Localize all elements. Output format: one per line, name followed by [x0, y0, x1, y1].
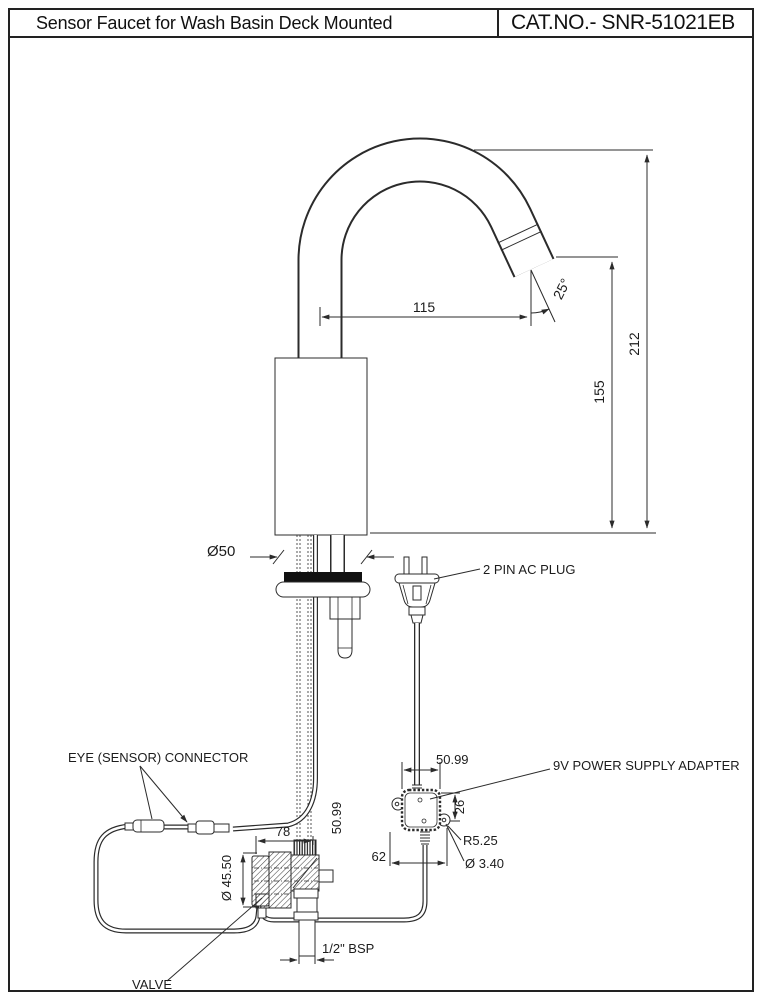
faucet-body [275, 358, 367, 535]
dim-adapter-overall-width: 62 [371, 849, 386, 864]
threaded-rod [338, 619, 352, 658]
label-eye-sensor-connector: EYE (SENSOR) CONNECTOR [68, 750, 249, 765]
flange [276, 582, 370, 597]
mounting-nut [330, 597, 360, 619]
technical-drawing [10, 38, 752, 990]
callout-labels [68, 562, 740, 990]
adapter-body [402, 790, 440, 830]
dim-adapter-body-width: 50.99 [436, 752, 469, 767]
dim-hose-length: 50.99 [329, 801, 344, 835]
dim-adapter-hole-pitch: 26 [452, 799, 467, 815]
gasket [284, 572, 362, 582]
dim-valve-diameter: Ø 45.50 [219, 854, 234, 902]
drawing-sheet [8, 8, 754, 992]
drawing-title: Sensor Faucet for Wash Basin Deck Mounted [10, 10, 499, 36]
label-power-adapter: 9V POWER SUPPLY ADAPTER [553, 758, 740, 773]
plug-pin [404, 557, 409, 575]
mounting-hardware [330, 597, 360, 658]
label-ac-plug: 2 PIN AC PLUG [483, 562, 576, 577]
dim-spout-reach: 115 [412, 299, 436, 315]
dim-spout-height: 155 [591, 380, 607, 404]
dimension-lines [207, 150, 656, 964]
dim-body-diameter: Ø50 [207, 543, 236, 560]
title-block [10, 10, 752, 38]
dim-overall-height: 212 [626, 332, 642, 356]
label-valve: VALVE [132, 977, 172, 990]
ac-plug [395, 557, 439, 785]
deck-plate [276, 572, 370, 597]
valve-assembly [252, 840, 333, 956]
valve-barrel [269, 852, 291, 908]
valve-side-port [319, 870, 333, 882]
power-adapter [392, 785, 450, 844]
dim-adapter-ear-radius: R5.25 [463, 833, 498, 848]
dim-aerator-angle: 25° [549, 275, 574, 302]
dim-bsp-thread: 1/2" BSP [322, 941, 375, 956]
faucet-spout [320, 160, 542, 372]
catalog-number: CAT.NO.- SNR-51021EB [511, 11, 735, 34]
dim-valve-width: 78 [275, 824, 291, 839]
plug-pin [422, 557, 427, 575]
dim-adapter-hole-diameter: Ø 3.40 [465, 856, 505, 871]
